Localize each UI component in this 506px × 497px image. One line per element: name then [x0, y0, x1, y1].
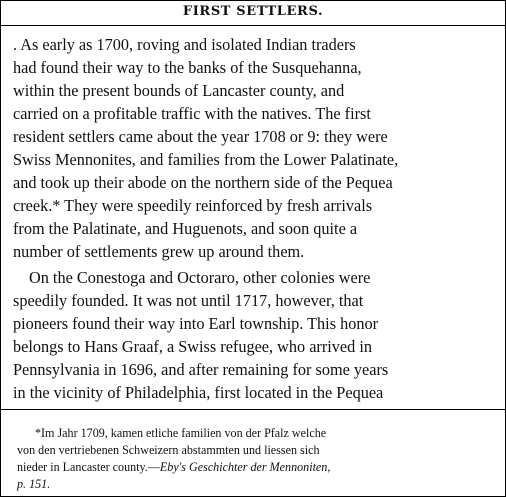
para2-line4: belongs to Hans Graaf, a Swiss refugee, who arrived in	[13, 337, 372, 356]
para2-line3: pioneers found their way into Earl township. This honor	[13, 314, 379, 333]
footnote-line3-text: nieder in Lancaster county.—	[17, 460, 160, 474]
footnote-citation-title: Eby's Geschichter der Mennoniten,	[159, 460, 331, 474]
footnote-line3	[17, 460, 501, 475]
para1-line2: had found their way to the banks of the Susquehanna,	[13, 58, 362, 77]
para2-line5: Pennsylvania in 1696, and after remaining for some years	[13, 360, 389, 379]
para2-line6: in the vicinity of Philadelphia, first located in the Pequea	[13, 383, 384, 402]
para1-line1: . As early as 1700, roving and isolated Indian traders	[13, 35, 356, 54]
para2-line2: speedily founded. It was not until 1717, however, that	[13, 291, 364, 310]
heading-rule	[1, 25, 505, 26]
para1-line5: resident settlers came about the year 1708 or 9: they were	[13, 127, 388, 146]
para1-line3: within the present bounds of Lancaster county, and	[13, 81, 345, 100]
footnote-line1: *Im Jahr 1709, kamen etliche familien von der Pfalz welche	[35, 426, 327, 440]
para1-line7: and took up their abode on the northern side of the Pequea	[13, 173, 393, 192]
footnote-citation-page: p. 151.	[17, 477, 51, 491]
para1-line6: Swiss Mennonites, and families from the Lower Palatinate,	[13, 150, 399, 169]
para1-line8: creek.* They were speedily reinforced by fresh arrivals	[13, 196, 373, 215]
para1-line4: carried on a profitable traffic with the natives. The first	[13, 104, 371, 123]
para1-line10: number of settlements grew up around them.	[13, 242, 305, 261]
page-heading: FIRST SETTLERS.	[182, 4, 324, 19]
footnote-line2: von den vertriebenen Schweizern abstammten und liessen sich	[17, 443, 320, 457]
para2-line1: On the Conestoga and Octoraro, other colonies were	[29, 268, 371, 287]
footnote-rule	[1, 409, 505, 410]
para1-line9: from the Palatinate, and Huguenots, and soon quite a	[13, 219, 358, 238]
